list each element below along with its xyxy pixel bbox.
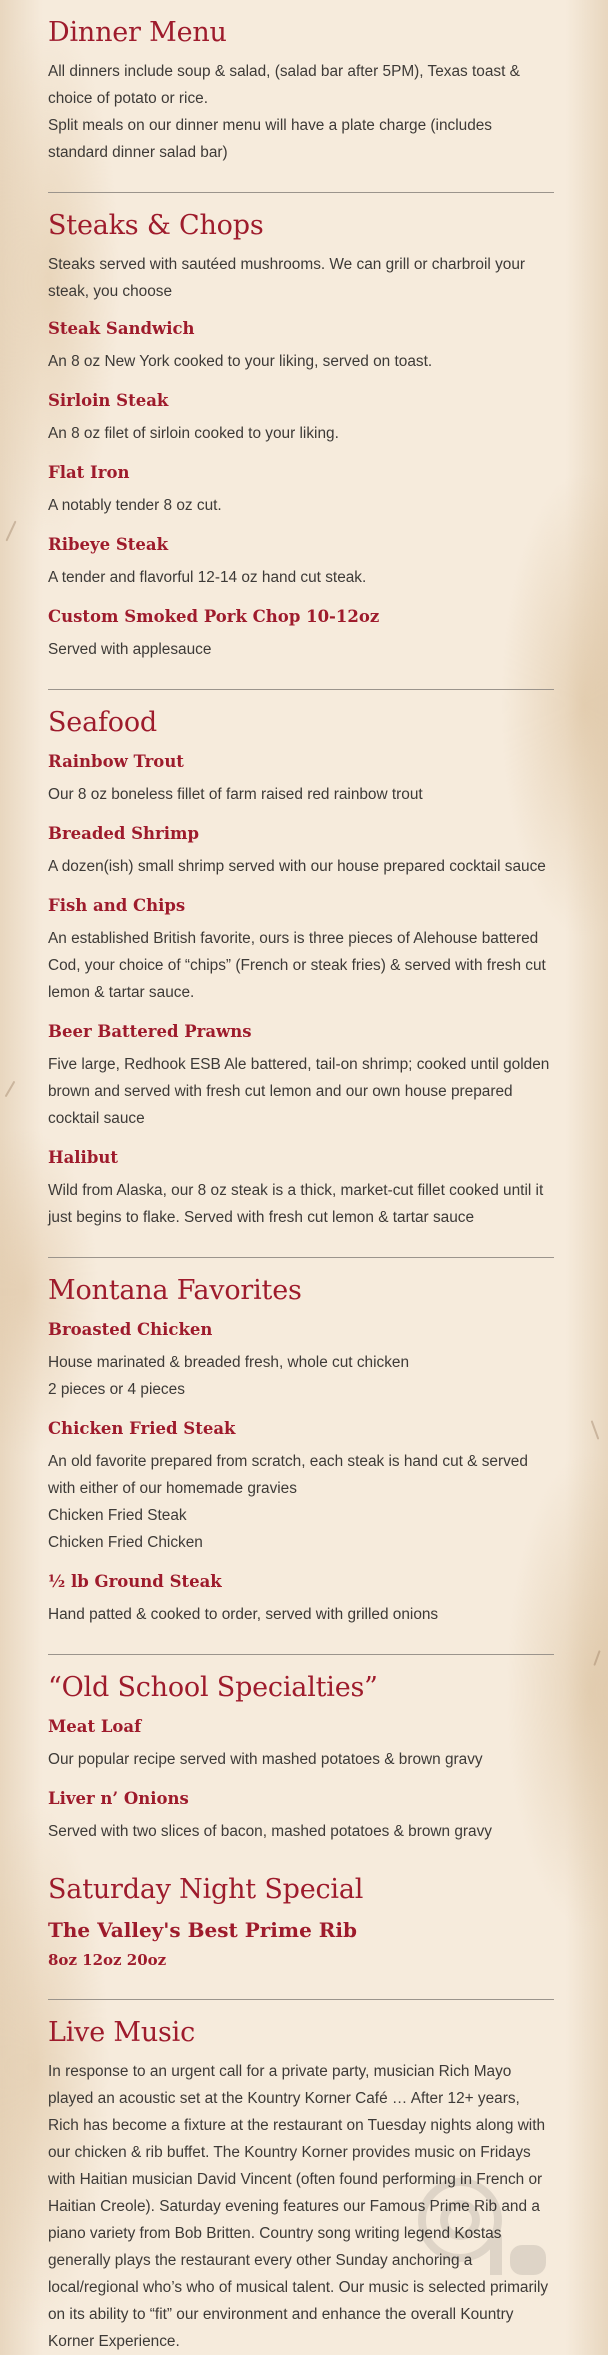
menu-item-name: Steak Sandwich xyxy=(48,319,195,338)
menu-item-name: Halibut xyxy=(48,1148,118,1167)
menu-section xyxy=(48,14,554,192)
section-intro-text: Steaks served with sautéed mushrooms. We can grill or charbroil your steak, you choose xyxy=(48,256,526,300)
menu-section xyxy=(48,689,554,1257)
watermark-logo-icon xyxy=(410,2175,560,2285)
section-title: Dinner Menu xyxy=(48,17,227,48)
menu-item xyxy=(48,1144,554,1231)
menu-item-description: Hand patted & cooked to order, served with grilled onions xyxy=(48,1606,439,1623)
special-item-sizes: 8oz 12oz 20oz xyxy=(48,1951,167,1969)
section-intro xyxy=(48,251,554,305)
menu-item xyxy=(48,892,554,1006)
menu-item-description: House marinated & breaded fresh, whole cut chicken xyxy=(48,1354,410,1371)
menu-content xyxy=(48,14,554,2355)
menu-item-name: Sirloin Steak xyxy=(48,391,169,410)
menu-item-name: Rainbow Trout xyxy=(48,752,184,771)
menu-item-description: Our popular recipe served with mashed potatoes & brown gravy xyxy=(48,1751,483,1768)
menu-item xyxy=(48,531,554,591)
section-title: Live Music xyxy=(48,2017,196,2048)
menu-item-description: A notably tender 8 oz cut. xyxy=(48,497,222,514)
menu-item xyxy=(48,1568,554,1628)
live-music-text: In response to an urgent call for a private party, musician Rich Mayo played an acoustic set at the Kountry Korner Café … After 12+ years, Rich has become a fixture at the restaurant on Tuesday nights along with our chicken & rib buffet. The Kountry Korner provides music on Fridays with Haitian musician David Vincent (often found performing in French or Haitian Creole). Saturday evening features our Famous Prime Rib and a piano variety from Bob Britten. Country song writing legend Kostas generally plays the restaurant every other Sunday anchoring a local/regional who’s who of musical talent. Our music is selected primarily on its ability to “fit” our environment and enhance the overall Kountry Korner Experience. xyxy=(48,2063,549,2350)
menu-item xyxy=(48,1785,554,1845)
menu-item xyxy=(48,387,554,447)
section-intro-text: All dinners include soup & salad, (salad bar after 5PM), Texas toast & choice of potato or rice. xyxy=(48,63,520,107)
paper-texture-mark xyxy=(5,521,16,542)
menu-section xyxy=(48,1654,554,1871)
section-intro-text: Split meals on our dinner menu will have a plate charge (includes standard dinner salad bar) xyxy=(48,117,493,161)
menu-item-description: A dozen(ish) small shrimp served with our house prepared cocktail sauce xyxy=(48,858,546,875)
section-title: “Old School Specialties” xyxy=(48,1672,378,1703)
menu-item-description: An 8 oz New York cooked to your liking, served on toast. xyxy=(48,353,433,370)
menu-item-name: Breaded Shrimp xyxy=(48,824,200,843)
menu-item xyxy=(48,1316,554,1403)
menu-item-description: 2 pieces or 4 pieces xyxy=(48,1381,185,1398)
menu-item-name: Fish and Chips xyxy=(48,896,186,915)
menu-item-description: A tender and flavorful 12-14 oz hand cut steak. xyxy=(48,569,367,586)
menu-sections xyxy=(48,14,554,1871)
menu-item-description: Chicken Fried Chicken xyxy=(48,1534,203,1551)
menu-item-description: Served with applesauce xyxy=(48,641,212,658)
special-item-name: The Valley's Best Prime Rib xyxy=(48,1918,357,1942)
paper-texture-mark xyxy=(5,1081,16,1098)
menu-item-name: Flat Iron xyxy=(48,463,130,482)
menu-item-name: Beer Battered Prawns xyxy=(48,1022,252,1041)
menu-item xyxy=(48,1018,554,1132)
menu-item xyxy=(48,459,554,519)
menu-item-description: Our 8 oz boneless fillet of farm raised red rainbow trout xyxy=(48,786,423,803)
menu-item-name: Chicken Fried Steak xyxy=(48,1419,236,1438)
menu-item-name: Meat Loaf xyxy=(48,1717,142,1736)
menu-item-description: An established British favorite, ours is three pieces of Alehouse battered Cod, your choice of “chips” (French or steak fries) & served with fresh cut lemon & tartar sauce. xyxy=(48,930,546,1001)
menu-item xyxy=(48,1415,554,1556)
menu-item-name: Ribeye Steak xyxy=(48,535,169,554)
menu-item xyxy=(48,315,554,375)
menu-item-description: Chicken Fried Steak xyxy=(48,1507,187,1524)
menu-item xyxy=(48,603,554,663)
paper-texture-mark xyxy=(593,1650,600,1666)
menu-item-description: Wild from Alaska, our 8 oz steak is a thick, market-cut fillet cooked until it just begins to flake. Served with fresh cut lemon & tartar sauce xyxy=(48,1182,544,1226)
menu-item xyxy=(48,1713,554,1773)
menu-item-description: Served with two slices of bacon, mashed potatoes & brown gravy xyxy=(48,1823,492,1840)
section-title: Montana Favorites xyxy=(48,1275,302,1306)
section-title: Seafood xyxy=(48,707,157,738)
menu-item-description: An old favorite prepared from scratch, each steak is hand cut & served with either of our homemade gravies xyxy=(48,1453,528,1497)
menu-item-name: ½ lb Ground Steak xyxy=(48,1572,222,1591)
saturday-special-section xyxy=(48,1871,554,1999)
menu-item-name: Liver n’ Onions xyxy=(48,1789,189,1808)
paper-texture-mark xyxy=(591,1420,600,1439)
menu-item-description: Five large, Redhook ESB Ale battered, tail-on shrimp; cooked until golden brown and served with fresh cut lemon and our own house prepared cocktail sauce xyxy=(48,1056,550,1127)
menu-item-description: An 8 oz filet of sirloin cooked to your liking. xyxy=(48,425,339,442)
menu-item-name: Custom Smoked Pork Chop 10-12oz xyxy=(48,607,380,626)
menu-item-name: Broasted Chicken xyxy=(48,1320,213,1339)
menu-section xyxy=(48,192,554,689)
menu-item xyxy=(48,820,554,880)
section-title: Steaks & Chops xyxy=(48,210,264,241)
section-title: Saturday Night Special xyxy=(48,1874,364,1905)
section-intro xyxy=(48,58,554,166)
menu-section xyxy=(48,1257,554,1654)
menu-item xyxy=(48,748,554,808)
